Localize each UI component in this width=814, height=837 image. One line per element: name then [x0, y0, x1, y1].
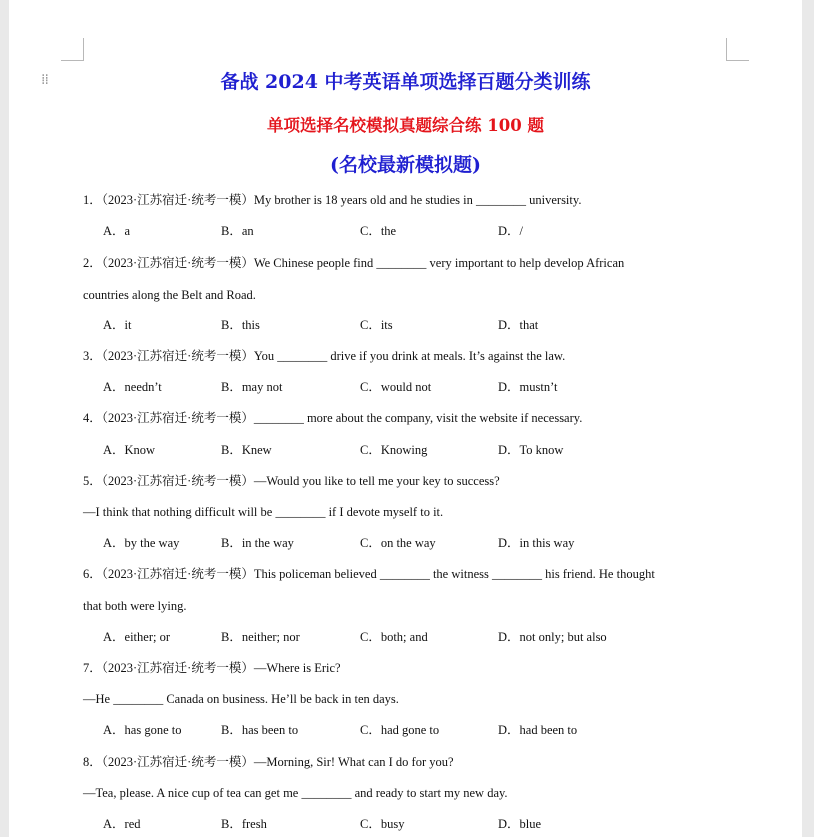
- margin-corner-top-left: [61, 38, 84, 61]
- option-d: D．that: [498, 318, 539, 332]
- question-options: [103, 377, 663, 397]
- option-b: B．an: [221, 224, 254, 238]
- option-b: B．may not: [221, 380, 283, 394]
- option-d: D．not only; but also: [498, 630, 607, 644]
- question-options: [103, 814, 663, 834]
- margin-corner-top-right: [726, 38, 749, 61]
- question-stem-continued: —Tea, please. A nice cup of tea can get me ________ and ready to start my new day.: [83, 786, 508, 800]
- question-stem: 3．（2023·江苏宿迁·统考一模）You ________ drive if you drink at meals. It’s against the law.: [83, 349, 566, 363]
- question-stem: 4．（2023·江苏宿迁·统考一模）________ more about the company, visit the website if necessary.: [83, 411, 583, 425]
- question-stem: 2．（2023·江苏宿迁·统考一模）We Chinese people find ________ very important to help develop African: [83, 256, 625, 270]
- question-options: [103, 440, 663, 460]
- question-options: [103, 315, 663, 335]
- question-stem: 8．（2023·江苏宿迁·统考一模）—Morning, Sir! What can I do for you?: [83, 755, 454, 769]
- option-b: B．has been to: [221, 723, 299, 737]
- document-page: [9, 0, 802, 837]
- option-d: D．To know: [498, 443, 564, 457]
- option-c: C．its: [360, 318, 393, 332]
- question-stem-continued: countries along the Belt and Road.: [83, 288, 256, 302]
- option-b: B．fresh: [221, 817, 267, 831]
- option-a: A．has gone to: [103, 723, 182, 737]
- option-a: A．Know: [103, 443, 156, 457]
- question-stem: 6．（2023·江苏宿迁·统考一模）This policeman believed ________ the witness ________ his friend. He thought: [83, 567, 655, 581]
- question-stem: 1．（2023·江苏宿迁·统考一模）My brother is 18 years old and he studies in ________ university.: [83, 193, 582, 207]
- question-stem: 5．（2023·江苏宿迁·统考一模）—Would you like to tell me your key to success?: [83, 474, 500, 488]
- option-d: D．had been to: [498, 723, 578, 737]
- option-d: D．in this way: [498, 536, 575, 550]
- question-options: [103, 221, 663, 241]
- option-c: C．had gone to: [360, 723, 440, 737]
- option-a: A．red: [103, 817, 141, 831]
- question-options: [103, 720, 663, 740]
- option-b: B．in the way: [221, 536, 294, 550]
- option-c: C．the: [360, 224, 397, 238]
- option-a: A．a: [103, 224, 131, 238]
- option-d: D．blue: [498, 817, 542, 831]
- option-c: C．would not: [360, 380, 432, 394]
- question-stem-continued: —I think that nothing difficult will be ________ if I devote myself to it.: [83, 505, 444, 519]
- option-a: A．it: [103, 318, 132, 332]
- drag-handle-icon[interactable]: ⁞⁞: [41, 72, 48, 88]
- document-title: 备战 2024 中考英语单项选择百题分类训练: [220, 71, 591, 93]
- option-a: A．either; or: [103, 630, 170, 644]
- question-stem-continued: that both were lying.: [83, 599, 187, 613]
- option-d: D．/: [498, 224, 524, 238]
- option-a: A．by the way: [103, 536, 180, 550]
- document-note: (名校最新模拟题): [330, 154, 481, 176]
- option-b: B．this: [221, 318, 260, 332]
- option-a: A．needn’t: [103, 380, 162, 394]
- option-d: D．mustn’t: [498, 380, 558, 394]
- document-subtitle: 单项选择名校模拟真题综合练 100 题: [267, 116, 544, 135]
- option-c: C．busy: [360, 817, 405, 831]
- option-b: B．Knew: [221, 443, 272, 457]
- option-b: B．neither; nor: [221, 630, 300, 644]
- question-stem: 7．（2023·江苏宿迁·统考一模）—Where is Eric?: [83, 661, 341, 675]
- question-stem-continued: —He ________ Canada on business. He’ll be back in ten days.: [83, 692, 399, 706]
- question-options: [103, 533, 663, 553]
- option-c: C．both; and: [360, 630, 428, 644]
- question-options: [103, 627, 663, 647]
- option-c: C．on the way: [360, 536, 436, 550]
- option-c: C．Knowing: [360, 443, 428, 457]
